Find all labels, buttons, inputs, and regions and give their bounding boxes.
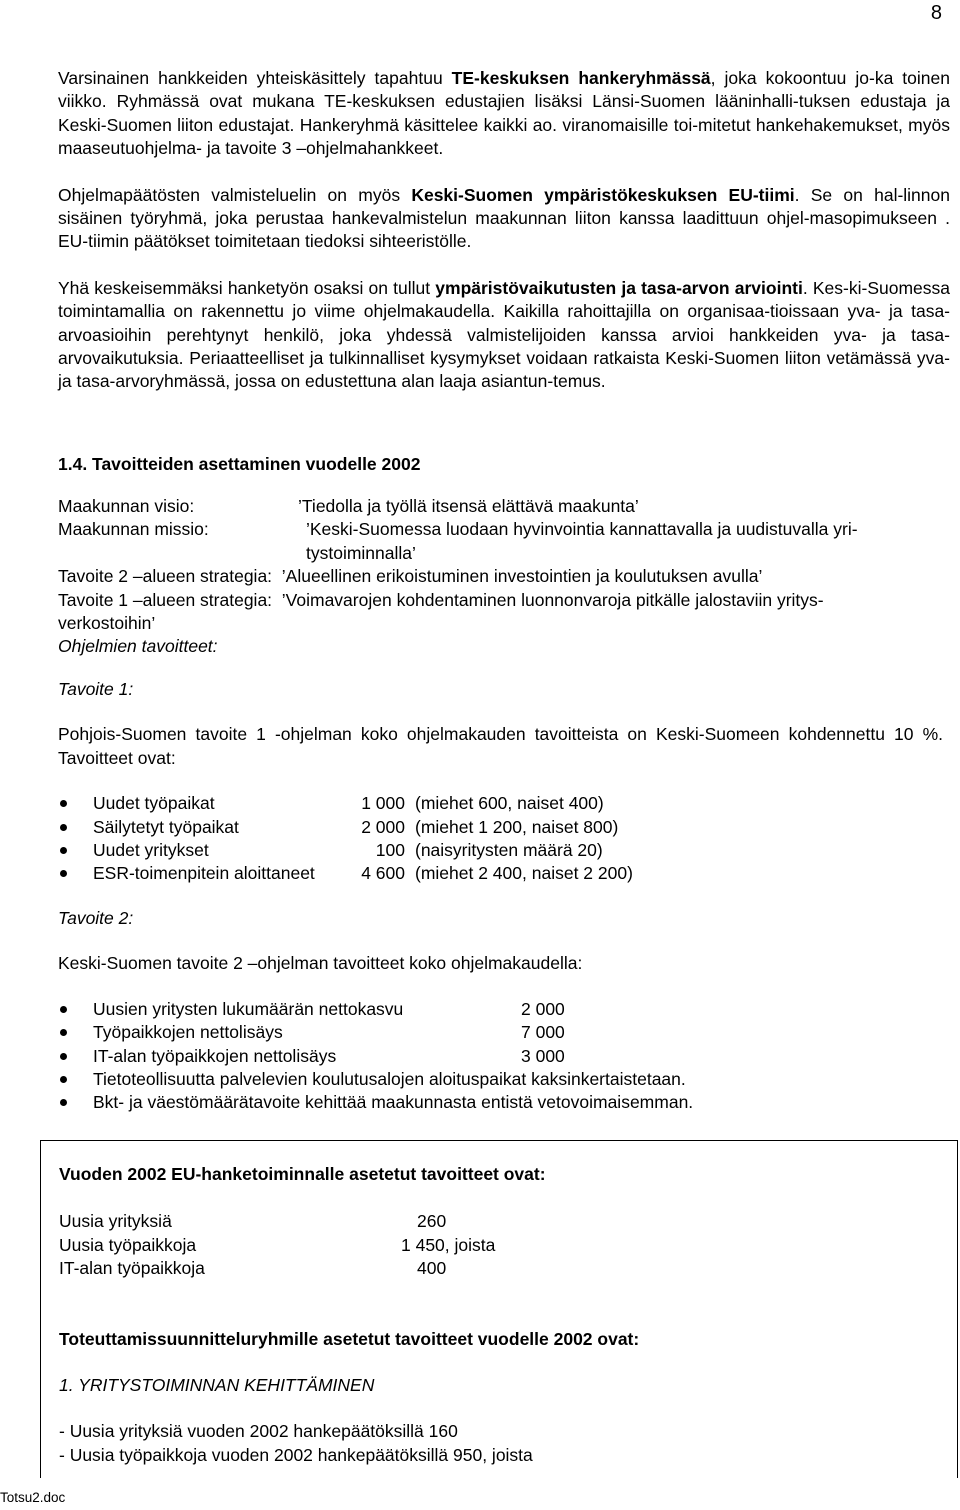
- page-number: 8: [930, 2, 942, 24]
- list-item: Uudet yritykset 100 (naisyritysten määrä 20): [58, 839, 950, 862]
- visio-value: ’Tiedolla ja työllä itsensä elättävä maakunta’: [298, 496, 639, 516]
- t2-strategy-row: [58, 565, 950, 588]
- t1-label: Tavoite 1 –alueen strategia:: [58, 589, 273, 610]
- section-1-4: [58, 453, 950, 476]
- box-subheading: 1. YRITYSTOIMINNAN KEHITTÄMINEN: [59, 1374, 375, 1395]
- list-item: Uudet työpaikat 1 000 (miehet 600, naiset 400): [58, 792, 950, 815]
- t1-strategy-row: [58, 589, 898, 636]
- list-item: Työpaikkojen nettolisäys 7 000: [58, 1021, 950, 1044]
- ohjelmien-tavoitteet: Ohjelmien tavoitteet:: [58, 636, 218, 657]
- paragraph-arviointi: Yhä keskeisemmäksi hanketyön osaksi on tullut ympäristövaikutusten ja tasa-arvon arviointi. Kes-ki-Suomessa toimintamallia on rakennettu jo viime ohjelmakaudella. Kaikilla rahoittajilla on organisaa-tioissaan yva- ja tasa-arvoasioihin perehtynyt henkilö, joka yhdessä valmistelijoiden kanssa arvioi hankkeiden yva- ja tasa-arvovaikutuksia. Periaatteelliset ja tulkinnalliset kysymykset voidaan ratkaista Keski-Suomen liiton vetämässä yva- ja tasa-arvoryhmässä, jossa on edustettuna alan laaja asiantun-temus.: [58, 277, 950, 392]
- list-item: ESR-toimenpitein aloittaneet 4 600 (miehet 2 400, naiset 2 200): [58, 862, 950, 885]
- box-line: - Uusia työpaikkoja vuoden 2002 hankepäätöksillä 950, joista: [59, 1444, 533, 1465]
- missio-value: ’Keski-Suomessa luodaan hyvinvointia kannattavalla ja uudistuvalla yri-tystoiminnalla’: [306, 519, 858, 563]
- list-item: Säilytetyt työpaikat 2 000 (miehet 1 200, naiset 800): [58, 816, 950, 839]
- tavoite2-list: [58, 998, 950, 1115]
- tavoite1-list: [58, 792, 950, 886]
- tavoite2-heading: Tavoite 2:: [58, 908, 134, 928]
- box-line: - Uusia yrityksiä vuoden 2002 hankepäätöksillä 160: [59, 1421, 458, 1442]
- t2-value: ’Alueellinen erikoistuminen investointien ja koulutuksen avulla’: [281, 566, 763, 587]
- footer-filename: Totsu2.doc: [0, 1490, 66, 1505]
- tavoite1-heading: Tavoite 1:: [58, 679, 134, 699]
- box-heading: Vuoden 2002 EU-hanketoiminnalle asetetut tavoitteet ovat:: [59, 1164, 546, 1184]
- box-heading-2: Toteuttamissuunnitteluryhmille asetetut tavoitteet vuodelle 2002 ovat:: [59, 1328, 640, 1349]
- section-heading: 1.4. Tavoitteiden asettaminen vuodelle 2002: [58, 454, 421, 474]
- tavoite1-section: [58, 678, 950, 886]
- box-row: IT-alan työpaikkoja 400: [59, 1258, 447, 1279]
- list-item: Uusien yritysten lukumäärän nettokasvu 2 000: [58, 998, 950, 1021]
- list-item: Bkt- ja väestömäärätavoite kehittää maakunnasta entistä vetovoimaisemman.: [58, 1091, 950, 1114]
- t2-label: Tavoite 2 –alueen strategia:: [58, 566, 273, 587]
- visio-label: Maakunnan visio:: [58, 496, 195, 516]
- tavoite2-section: [58, 907, 950, 1115]
- t1-value: ’Voimavarojen kohdentaminen luonnonvaroja pitkälle jalostaviin yritys-verkostoihin’: [58, 589, 824, 634]
- visio-row: [58, 495, 950, 518]
- strategy-block: [58, 495, 950, 659]
- eu-goals-content: [59, 1163, 939, 1467]
- missio-label: Maakunnan missio:: [58, 519, 209, 540]
- paragraph-eu-tiimi: Ohjelmapäätösten valmisteluelin on myös Keski-Suomen ympäristökeskuksen EU-tiimi. Se on hal-linnon sisäinen työryhmä, joka perustaa hankevalmistelun maakunnan liiton kanssa laadittuun ohjel-masopimukseen . EU-tiimin päätökset toimitetaan tiedoksi sihteeristölle.: [58, 184, 950, 252]
- box-row: Uusia työpaikkoja 1 450, joista: [59, 1234, 496, 1255]
- eu-goals-box: [40, 1140, 958, 1478]
- missio-row: [58, 518, 950, 565]
- tavoite2-intro: Keski-Suomen tavoite 2 –ohjelman tavoitteet koko ohjelmakaudella:: [58, 953, 583, 974]
- box-row: Uusia yrityksiä 260: [59, 1211, 447, 1232]
- paragraph-hankeryhma: Varsinainen hankkeiden yhteiskäsittely tapahtuu TE-keskuksen hankeryhmässä, joka kokoontuu jo-ka toinen viikko. Ryhmässä ovat mukana TE-keskuksen edustajien lisäksi Länsi-Suomen lääninhalli-tuksen edustaja ja Keski-Suomen liiton edustajat. Hankeryhmä käsittelee kaikki ao. viranomaisille toi-mitetut hankehakemukset, myös maaseutuohjelma- ja tavoite 3 –ohjelmahankkeet.: [58, 68, 950, 159]
- document-body: [58, 67, 950, 394]
- list-item: Tietoteollisuutta palvelevien koulutusalojen aloituspaikat kaksinkertaistetaan.: [58, 1068, 950, 1091]
- list-item: IT-alan työpaikkojen nettolisäys 3 000: [58, 1045, 950, 1068]
- tavoite1-intro: Pohjois-Suomen tavoite 1 -ohjelman koko ohjelmakauden tavoitteista on Keski-Suomeen kohdennettu 10 %. Tavoitteet ovat:: [58, 724, 943, 768]
